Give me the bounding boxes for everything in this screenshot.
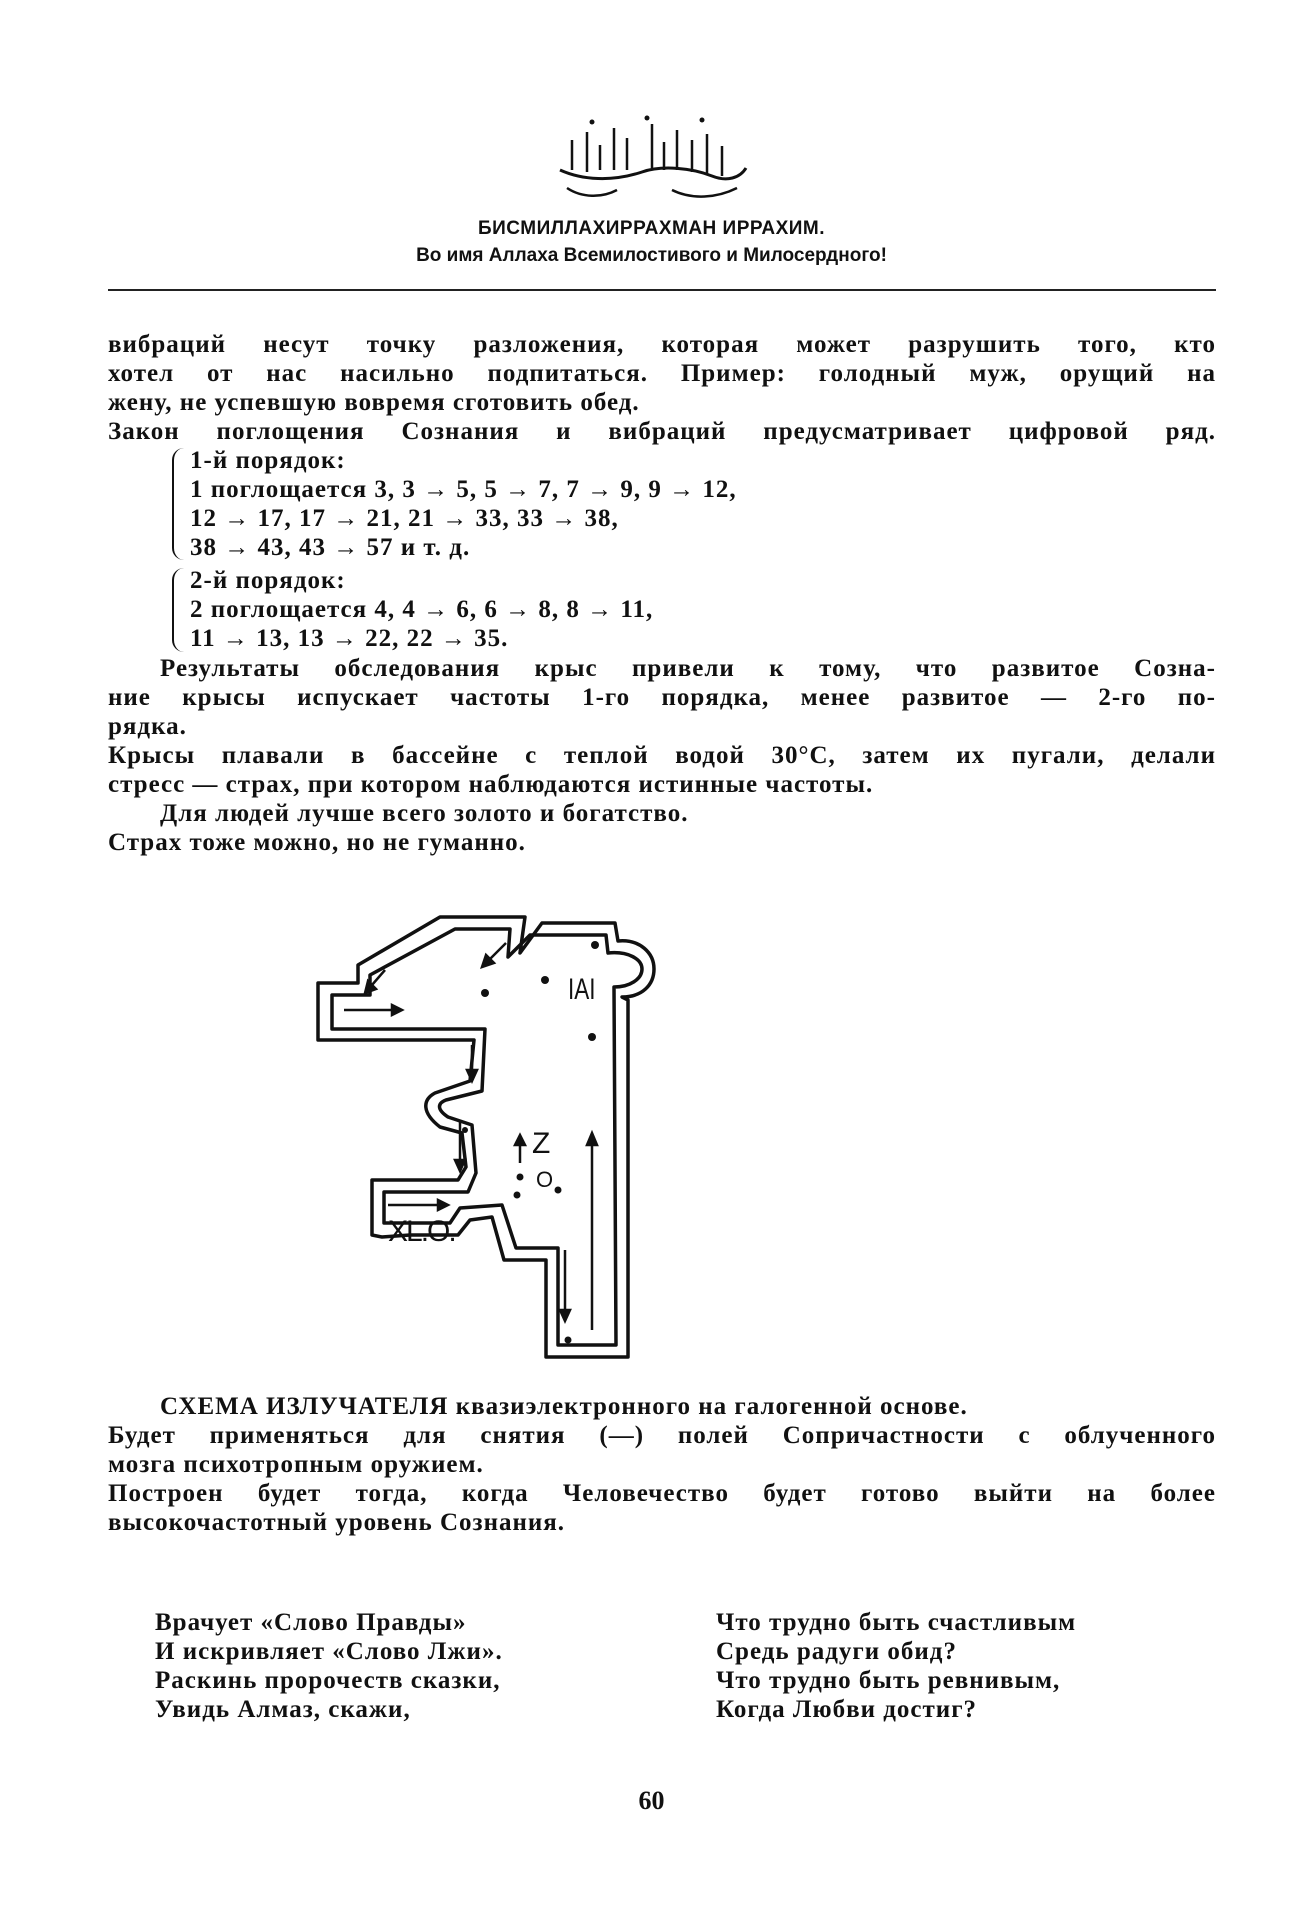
text-line: ние крысы испускает частоты 1-го порядка, менее развитое — 2-го по-: [108, 684, 1216, 711]
text-line: Результаты обследования крыс привели к тому, что развитое Созна-: [160, 655, 1216, 682]
poem-line: Врачует «Слово Правды»: [155, 1609, 467, 1636]
header-subtitle: Во имя Аллаха Всемилостивого и Милосердного!: [416, 245, 887, 266]
text-line: стресс — страх, при котором наблюдаются истинные частоты.: [108, 771, 874, 798]
poem-line: И искривляет «Слово Лжи».: [155, 1638, 503, 1665]
order-line: 2 поглощается 4, 4 → 6, 6 → 8, 8 → 11,: [190, 596, 654, 623]
label-a: IAI: [568, 973, 596, 1006]
header-title: БИСМИЛЛАХИРРАХМАН ИРРАХИМ.: [477, 218, 826, 239]
text-line: Будет применяться для снятия (—) полей Сопричастности с облученного: [108, 1422, 1216, 1449]
emitter-schematic: [310, 905, 690, 1370]
text-line: рядка.: [108, 713, 187, 740]
order-heading: 2-й порядок:: [190, 567, 346, 594]
poem-line: Увидь Алмаз, скажи,: [155, 1696, 411, 1723]
poem-line: Что трудно быть счастливым: [716, 1609, 1077, 1636]
label-xlo: XL.O.: [388, 1215, 455, 1248]
header-divider: [108, 289, 1216, 291]
text-line: Закон поглощения Сознания и вибраций предусматривает цифровой ряд.: [108, 418, 1216, 445]
page-number: 60: [638, 1786, 665, 1815]
bismillah-calligraphy: [0, 110, 1303, 210]
poem-line: Что трудно быть ревнивым,: [716, 1667, 1061, 1694]
text-line: Для людей лучше всего золото и богатство.: [160, 800, 689, 827]
calligraphy-graphic: [552, 110, 752, 205]
paragraph-3: [108, 1392, 1216, 1537]
text-line: Построен будет тогда, когда Человечество будет готово выйти на более: [108, 1480, 1216, 1507]
text-line: Страх тоже можно, но не гуманно.: [108, 829, 526, 856]
poem-line: Когда Любви достиг?: [716, 1696, 978, 1723]
order-1-block: [190, 446, 737, 562]
poem-line: Средь радуги обид?: [716, 1638, 957, 1665]
text-line: вибраций несут точку разложения, которая может разрушить того, кто: [108, 331, 1216, 358]
text-line: высокочастотный уровень Сознания.: [108, 1509, 566, 1536]
poem-right-column: [716, 1608, 1076, 1724]
order-line: 1 поглощается 3, 3 → 5, 5 → 7, 7 → 9, 9 → 12,: [190, 476, 737, 503]
order-line: 11 → 13, 13 → 22, 22 → 35.: [190, 625, 509, 652]
text-line: жену, не успевшую вовремя сготовить обед.: [108, 389, 640, 416]
paragraph-1: [108, 330, 1216, 446]
text-line: СХЕМА ИЗЛУЧАТЕЛЯ квазиэлектронного на галогенной основе.: [160, 1393, 968, 1420]
paragraph-2: [108, 654, 1216, 857]
poem-line: Раскинь пророчеств сказки,: [155, 1667, 501, 1694]
order-2-block: [190, 566, 653, 653]
poem-left-column: [155, 1608, 503, 1724]
brace-icon: [172, 568, 186, 652]
text-line: хотел от нас насильно подпитаться. Пример: голодный муж, орущий на: [108, 360, 1216, 387]
label-o: O: [536, 1167, 554, 1192]
schematic-graphic: [310, 905, 690, 1365]
text-line: Крысы плавали в бассейне с теплой водой 30°С, затем их пугали, делали: [108, 742, 1216, 769]
text-line: мозга психотропным оружием.: [108, 1451, 484, 1478]
brace-icon: [172, 448, 186, 560]
order-line: 12 → 17, 17 → 21, 21 → 33, 33 → 38,: [190, 505, 619, 532]
order-heading: 1-й порядок:: [190, 447, 346, 474]
order-line: 38 → 43, 43 → 57 и т. д.: [190, 534, 471, 561]
label-z: Z: [532, 1127, 551, 1160]
